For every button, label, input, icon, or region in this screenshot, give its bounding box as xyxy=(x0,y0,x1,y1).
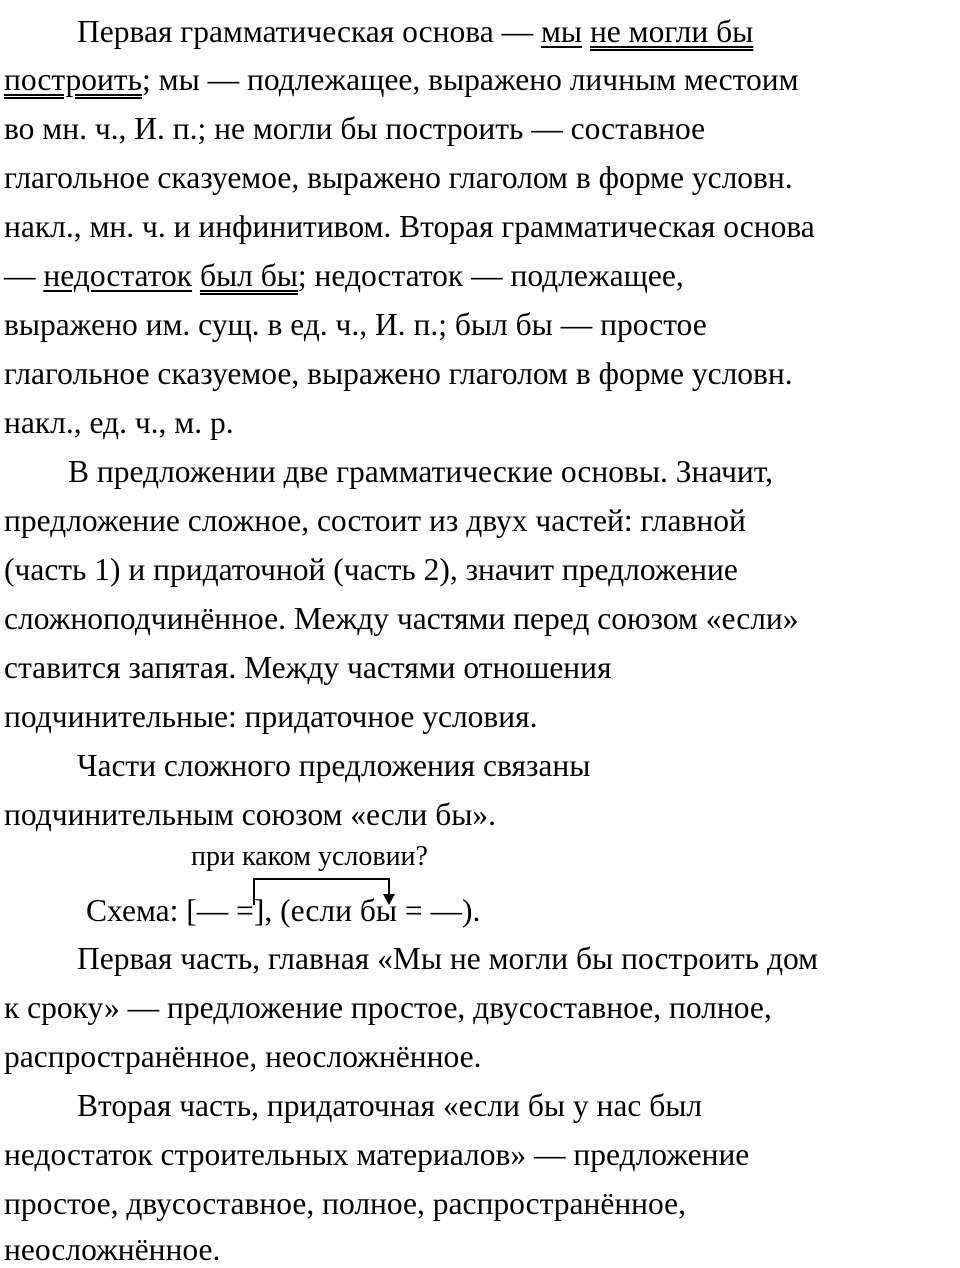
p3-line-2: подчинительным союзом «если бы». xyxy=(4,797,497,832)
scheme-label: Схема: xyxy=(86,893,187,928)
predicate-double-underlined: построить xyxy=(4,62,143,97)
scheme-line xyxy=(86,893,480,929)
scheme-question: при каком условии? xyxy=(191,841,428,872)
subject-underlined: недостаток xyxy=(43,258,193,293)
p2-line-1: В предложении две грамматические основы. Значит, xyxy=(68,454,774,489)
p5-line-2: недостаток строительных материалов» — предложение xyxy=(4,1137,750,1172)
p2-line-5: ставится запятая. Между частями отношения xyxy=(4,650,612,685)
predicate-double-underlined: был бы xyxy=(199,258,298,293)
p2-line-6: подчинительные: придаточное условия. xyxy=(4,699,538,734)
predicate-double-underlined: не могли бы xyxy=(589,14,754,49)
p5-line-1: Вторая часть, придаточная «если бы у нас был xyxy=(77,1088,703,1123)
p1-line-4: глагольное сказуемое, выражено глаголом в форме условн. xyxy=(4,160,793,195)
p3-line-1: Части сложного предложения связаны xyxy=(77,748,591,783)
p5-line-4: неосложнённое. xyxy=(4,1232,221,1267)
p2-line-3: (часть 1) и придаточной (часть 2), значит предложение xyxy=(4,552,738,587)
subject-underlined: мы xyxy=(540,14,583,49)
p1-line-2: построить; мы — подлежащее, выражено личным местоим xyxy=(4,62,799,97)
p2-line-4: сложноподчинённое. Между частями перед союзом «если» xyxy=(4,601,799,636)
p2-line-2: предложение сложное, состоит из двух частей: главной xyxy=(4,503,746,538)
p4-line-1: Первая часть, главная «Мы не могли бы построить дом xyxy=(77,941,819,976)
p1-line-9: накл., ед. ч., м. р. xyxy=(4,405,234,440)
scheme-formula: [— =], (если бы = —). xyxy=(186,893,481,928)
p1-line-8: глагольное сказуемое, выражено глаголом в форме условн. xyxy=(4,356,793,391)
p4-line-3: распространённое, неосложнённое. xyxy=(4,1039,482,1074)
p4-line-2: к сроку» — предложение простое, двусоставное, полное, xyxy=(4,990,772,1025)
p5-line-3: простое, двусоставное, полное, распространённое, xyxy=(4,1186,687,1221)
p1-line-3: во мн. ч., И. п.; не могли бы построить — составное xyxy=(4,111,706,146)
p1-line-5: накл., мн. ч. и инфинитивом. Вторая грамматическая основа xyxy=(4,209,815,244)
p1-line-7: выражено им. сущ. в ед. ч., И. п.; был бы — простое xyxy=(4,307,707,342)
p1-line-6: — недостаток был бы; недостаток — подлежащее, xyxy=(4,258,684,293)
p1-line-1: Первая грамматическая основа — мы не могли бы xyxy=(77,14,754,49)
